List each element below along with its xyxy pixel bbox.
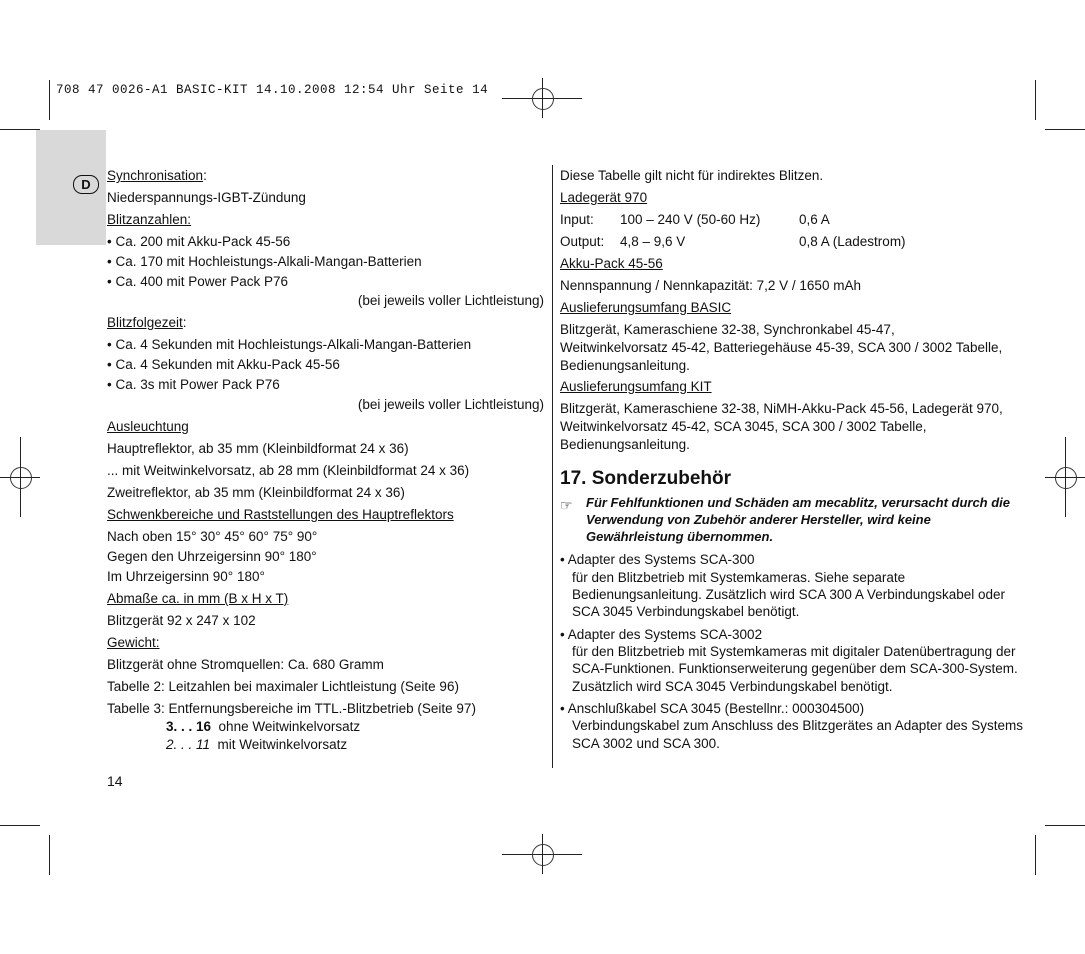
accessory-line: Bedienungsanleitung. Zusätzlich wird SCA 300 A Verbindungskabel oder [572,587,1006,602]
ausleuchtung-heading: Ausleuchtung [107,419,189,434]
schwenk-line: Nach oben 15° 30° 45° 60° 75° 90° [107,529,318,544]
accessory-line: für den Blitzbetrieb mit Systemkameras. Siehe separate [572,570,906,585]
warning-line: Gewährleistung übernommen. [586,529,774,544]
ausleuchtung-line: Zweitreflektor, ab 35 mm (Kleinbildformat 24 x 36) [107,485,405,500]
list-item: • Ca. 400 mit Power Pack P76 [107,274,289,289]
blitzanzahlen-heading: Blitzanzahlen: [107,212,192,227]
crop-mark [1045,129,1085,130]
list-item: • Ca. 4 Sekunden mit Akku-Pack 45-56 [107,357,340,372]
basic-line: Blitzgerät, Kameraschiene 32-38, Synchronkabel 45-47, [560,322,895,337]
kit-line: Weitwinkelvorsatz 45-42, SCA 3045, SCA 300 / 3002 Tabelle, [560,419,927,434]
akku-heading: Akku-Pack 45-56 [560,256,663,271]
full-power-note: (bei jeweils voller Lichtleistung) [357,293,544,308]
ladegeraet-heading: Ladegerät 970 [560,190,648,205]
accessory-title: • Adapter des Systems SCA-3002 [560,627,763,642]
crop-mark [1045,825,1085,826]
accessory-line: SCA-Funktionen. Funktionserweiterung gegenüber dem SCA-300-System. [572,661,1018,676]
output-value: 4,8 – 9,6 V [620,234,686,249]
ausleuchtung-line: ... mit Weitwinkelvorsatz, ab 28 mm (Kleinbildformat 24 x 36) [107,463,470,478]
kit-line: Blitzgerät, Kameraschiene 32-38, NiMH-Akku-Pack 45-56, Ladegerät 970, [560,401,1003,416]
full-power-note: (bei jeweils voller Lichtleistung) [357,397,544,412]
list-item: • Ca. 200 mit Akku-Pack 45-56 [107,234,291,249]
output-label: Output: [560,234,605,249]
basic-heading: Auslieferungsumfang BASIC [560,300,732,315]
print-header: 708 47 0026-A1 BASIC-KIT 14.10.2008 12:54 Uhr Seite 14 [56,83,489,97]
tabelle-3-ref: Tabelle 3: Entfernungsbereiche im TTL.-Blitzbetrieb (Seite 97) [107,701,476,716]
accessory-line: Zusätzlich wird SCA 3045 Verbindungskabel benötigt. [572,679,893,694]
column-divider [552,165,553,768]
abmasse-heading: Abmaße ca. in mm (B x H x T) [107,591,289,606]
ausleuchtung-line: Hauptreflektor, ab 35 mm (Kleinbildformat 24 x 36) [107,441,409,456]
basic-line: Weitwinkelvorsatz 45-42, Batteriegehäuse 45-39, SCA 300 / 3002 Tabelle, [560,340,1003,355]
schwenk-line: Gegen den Uhrzeigersinn 90° 180° [107,549,317,564]
registration-mark-top [502,78,582,118]
akku-value: Nennspannung / Nennkapazität: 7,2 V / 1650 mAh [560,278,861,293]
crop-mark [0,825,40,826]
warning-line: Für Fehlfunktionen und Schäden am mecablitz, verursacht durch die [586,495,1011,510]
crop-mark [1035,835,1036,875]
accessory-line: SCA 3002 und SCA 300. [572,736,720,751]
input-current: 0,6 A [799,212,830,227]
list-item: • Ca. 4 Sekunden mit Hochleistungs-Alkali-Mangan-Batterien [107,337,472,352]
tabelle-2-ref: Tabelle 2: Leitzahlen bei maximaler Lichtleistung (Seite 96) [107,679,459,694]
schwenk-line: Im Uhrzeigersinn 90° 180° [107,569,265,584]
synchronisation-value: Niederspannungs-IGBT-Zündung [107,190,306,205]
accessory-title: • Anschlußkabel SCA 3045 (Bestellnr.: 000304500) [560,701,865,716]
registration-mark-left [0,437,40,517]
crop-mark [1035,80,1036,120]
list-item: • Ca. 3s mit Power Pack P76 [107,377,280,392]
range-line: 2. . . 11 mit Weitwinkelvorsatz [166,737,348,752]
kit-line: Bedienungsanleitung. [560,437,690,452]
page-number: 14 [107,773,123,789]
accessory-line: SCA 3045 Verbindungskabel benötigt. [572,604,800,619]
basic-line: Bedienungsanleitung. [560,358,690,373]
range-line: 3. . . 16 ohne Weitwinkelvorsatz [166,719,361,734]
input-value: 100 – 240 V (50-60 Hz) [620,212,761,227]
schwenk-heading: Schwenkbereiche und Raststellungen des Hauptreflektors [107,507,454,522]
output-current: 0,8 A (Ladestrom) [799,234,906,249]
list-item: • Ca. 170 mit Hochleistungs-Alkali-Mangan-Batterien [107,254,422,269]
section-title: 17. Sonderzubehör [560,468,732,489]
gewicht-value: Blitzgerät ohne Stromquellen: Ca. 680 Gramm [107,657,384,672]
warning-line: Verwendung von Zubehör anderer Hersteller, wird keine [586,512,931,527]
table-note: Diese Tabelle gilt nicht für indirektes Blitzen. [560,168,824,183]
pointing-hand-icon: ☞ [560,497,573,513]
crop-mark [49,80,50,120]
input-label: Input: [560,212,594,227]
kit-heading: Auslieferungsumfang KIT [560,379,712,394]
blitzfolgezeit-heading: Blitzfolgezeit: [107,315,187,330]
abmasse-value: Blitzgerät 92 x 247 x 102 [107,613,256,628]
accessory-line: Verbindungskabel zum Anschluss des Blitzgerätes an Adapter des Systems [572,718,1024,733]
language-badge: D [73,175,99,194]
gewicht-heading: Gewicht: [107,635,160,650]
crop-mark [49,835,50,875]
registration-mark-right [1045,437,1085,517]
registration-mark-bottom [502,834,582,874]
synchronisation-heading: Synchronisation: [107,168,207,183]
crop-mark [0,129,40,130]
accessory-line: für den Blitzbetrieb mit Systemkameras mit digitaler Datenübertragung der [572,644,1016,659]
accessory-title: • Adapter des Systems SCA-300 [560,552,755,567]
